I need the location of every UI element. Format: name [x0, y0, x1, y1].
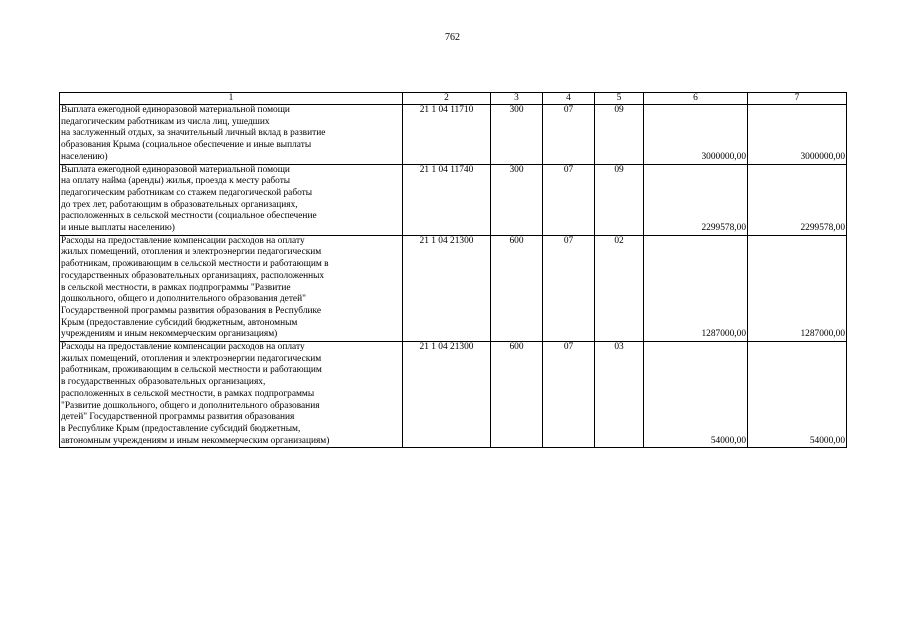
- expense-type-code: 300: [491, 105, 543, 165]
- expense-type-code: 600: [491, 342, 543, 448]
- amount-column-7: 3000000,00: [748, 105, 847, 165]
- target-article-code: 21 1 04 21300: [403, 235, 491, 341]
- section-code: 07: [543, 105, 595, 165]
- target-article-code: 21 1 04 11710: [403, 105, 491, 165]
- table-row: [60, 342, 847, 448]
- table-row: [60, 105, 847, 165]
- amount-column-7: 2299578,00: [748, 164, 847, 235]
- section-code: 07: [543, 235, 595, 341]
- subsection-code: 02: [595, 235, 644, 341]
- column-header: 4: [543, 93, 595, 105]
- subsection-code: 09: [595, 164, 644, 235]
- target-article-code: 21 1 04 11740: [403, 164, 491, 235]
- table-row: [60, 235, 847, 341]
- table-header-row: [60, 93, 847, 105]
- expense-description: Выплата ежегодной единоразовой материальной помощи педагогическим работникам из числа лиц, ушедших на заслуженный отдых, за значительный личный вклад в развитие образования Крыма (социальное обеспечение и иные выплаты населению): [60, 105, 403, 165]
- section-code: 07: [543, 342, 595, 448]
- expense-description: Расходы на предоставление компенсации расходов на оплату жилых помещений, отопления и электроэнергии педагогическим работникам, проживающим в сельской местности и работающим в государственных образовательных организациях, расположенных в сельской местности, в рамках подпрограммы "Развитие дошкольного, общего и дополнительного образования детей" Государственной программы развития образования в Республике Крым (предоставление субсидий бюджетным, автономным учреждениям и иным некоммерческим организациям): [60, 342, 403, 448]
- column-header: 1: [60, 93, 403, 105]
- amount-column-6: 1287000,00: [644, 235, 748, 341]
- column-header: 7: [748, 93, 847, 105]
- target-article-code: 21 1 04 21300: [403, 342, 491, 448]
- column-header: 6: [644, 93, 748, 105]
- amount-column-7: 1287000,00: [748, 235, 847, 341]
- amount-column-7: 54000,00: [748, 342, 847, 448]
- amount-column-6: 54000,00: [644, 342, 748, 448]
- budget-table: [59, 92, 847, 448]
- column-header: 5: [595, 93, 644, 105]
- page-number: 762: [445, 32, 460, 43]
- expense-type-code: 300: [491, 164, 543, 235]
- table-row: [60, 164, 847, 235]
- expense-type-code: 600: [491, 235, 543, 341]
- expense-description: Выплата ежегодной единоразовой материальной помощи на оплату найма (аренды) жилья, проезда к месту работы педагогическим работникам со стажем педагогической работы до трех лет, работающим в образовательных организациях, расположенных в сельской местности (социальное обеспечение и иные выплаты населению): [60, 164, 403, 235]
- column-header: 2: [403, 93, 491, 105]
- expense-description: Расходы на предоставление компенсации расходов на оплату жилых помещений, отопления и электроэнергии педагогическим работникам, проживающим в сельской местности и работающим в государственных образовательных организациях, расположенных в сельской местности, в рамках подпрограммы "Развитие дошкольного, общего и дополнительного образования детей" Государственной программы развития образования в Республике Крым (предоставление субсидий бюджетным, автономным учреждениям и иным некоммерческим организациям): [60, 235, 403, 341]
- section-code: 07: [543, 164, 595, 235]
- amount-column-6: 3000000,00: [644, 105, 748, 165]
- subsection-code: 03: [595, 342, 644, 448]
- subsection-code: 09: [595, 105, 644, 165]
- amount-column-6: 2299578,00: [644, 164, 748, 235]
- column-header: 3: [491, 93, 543, 105]
